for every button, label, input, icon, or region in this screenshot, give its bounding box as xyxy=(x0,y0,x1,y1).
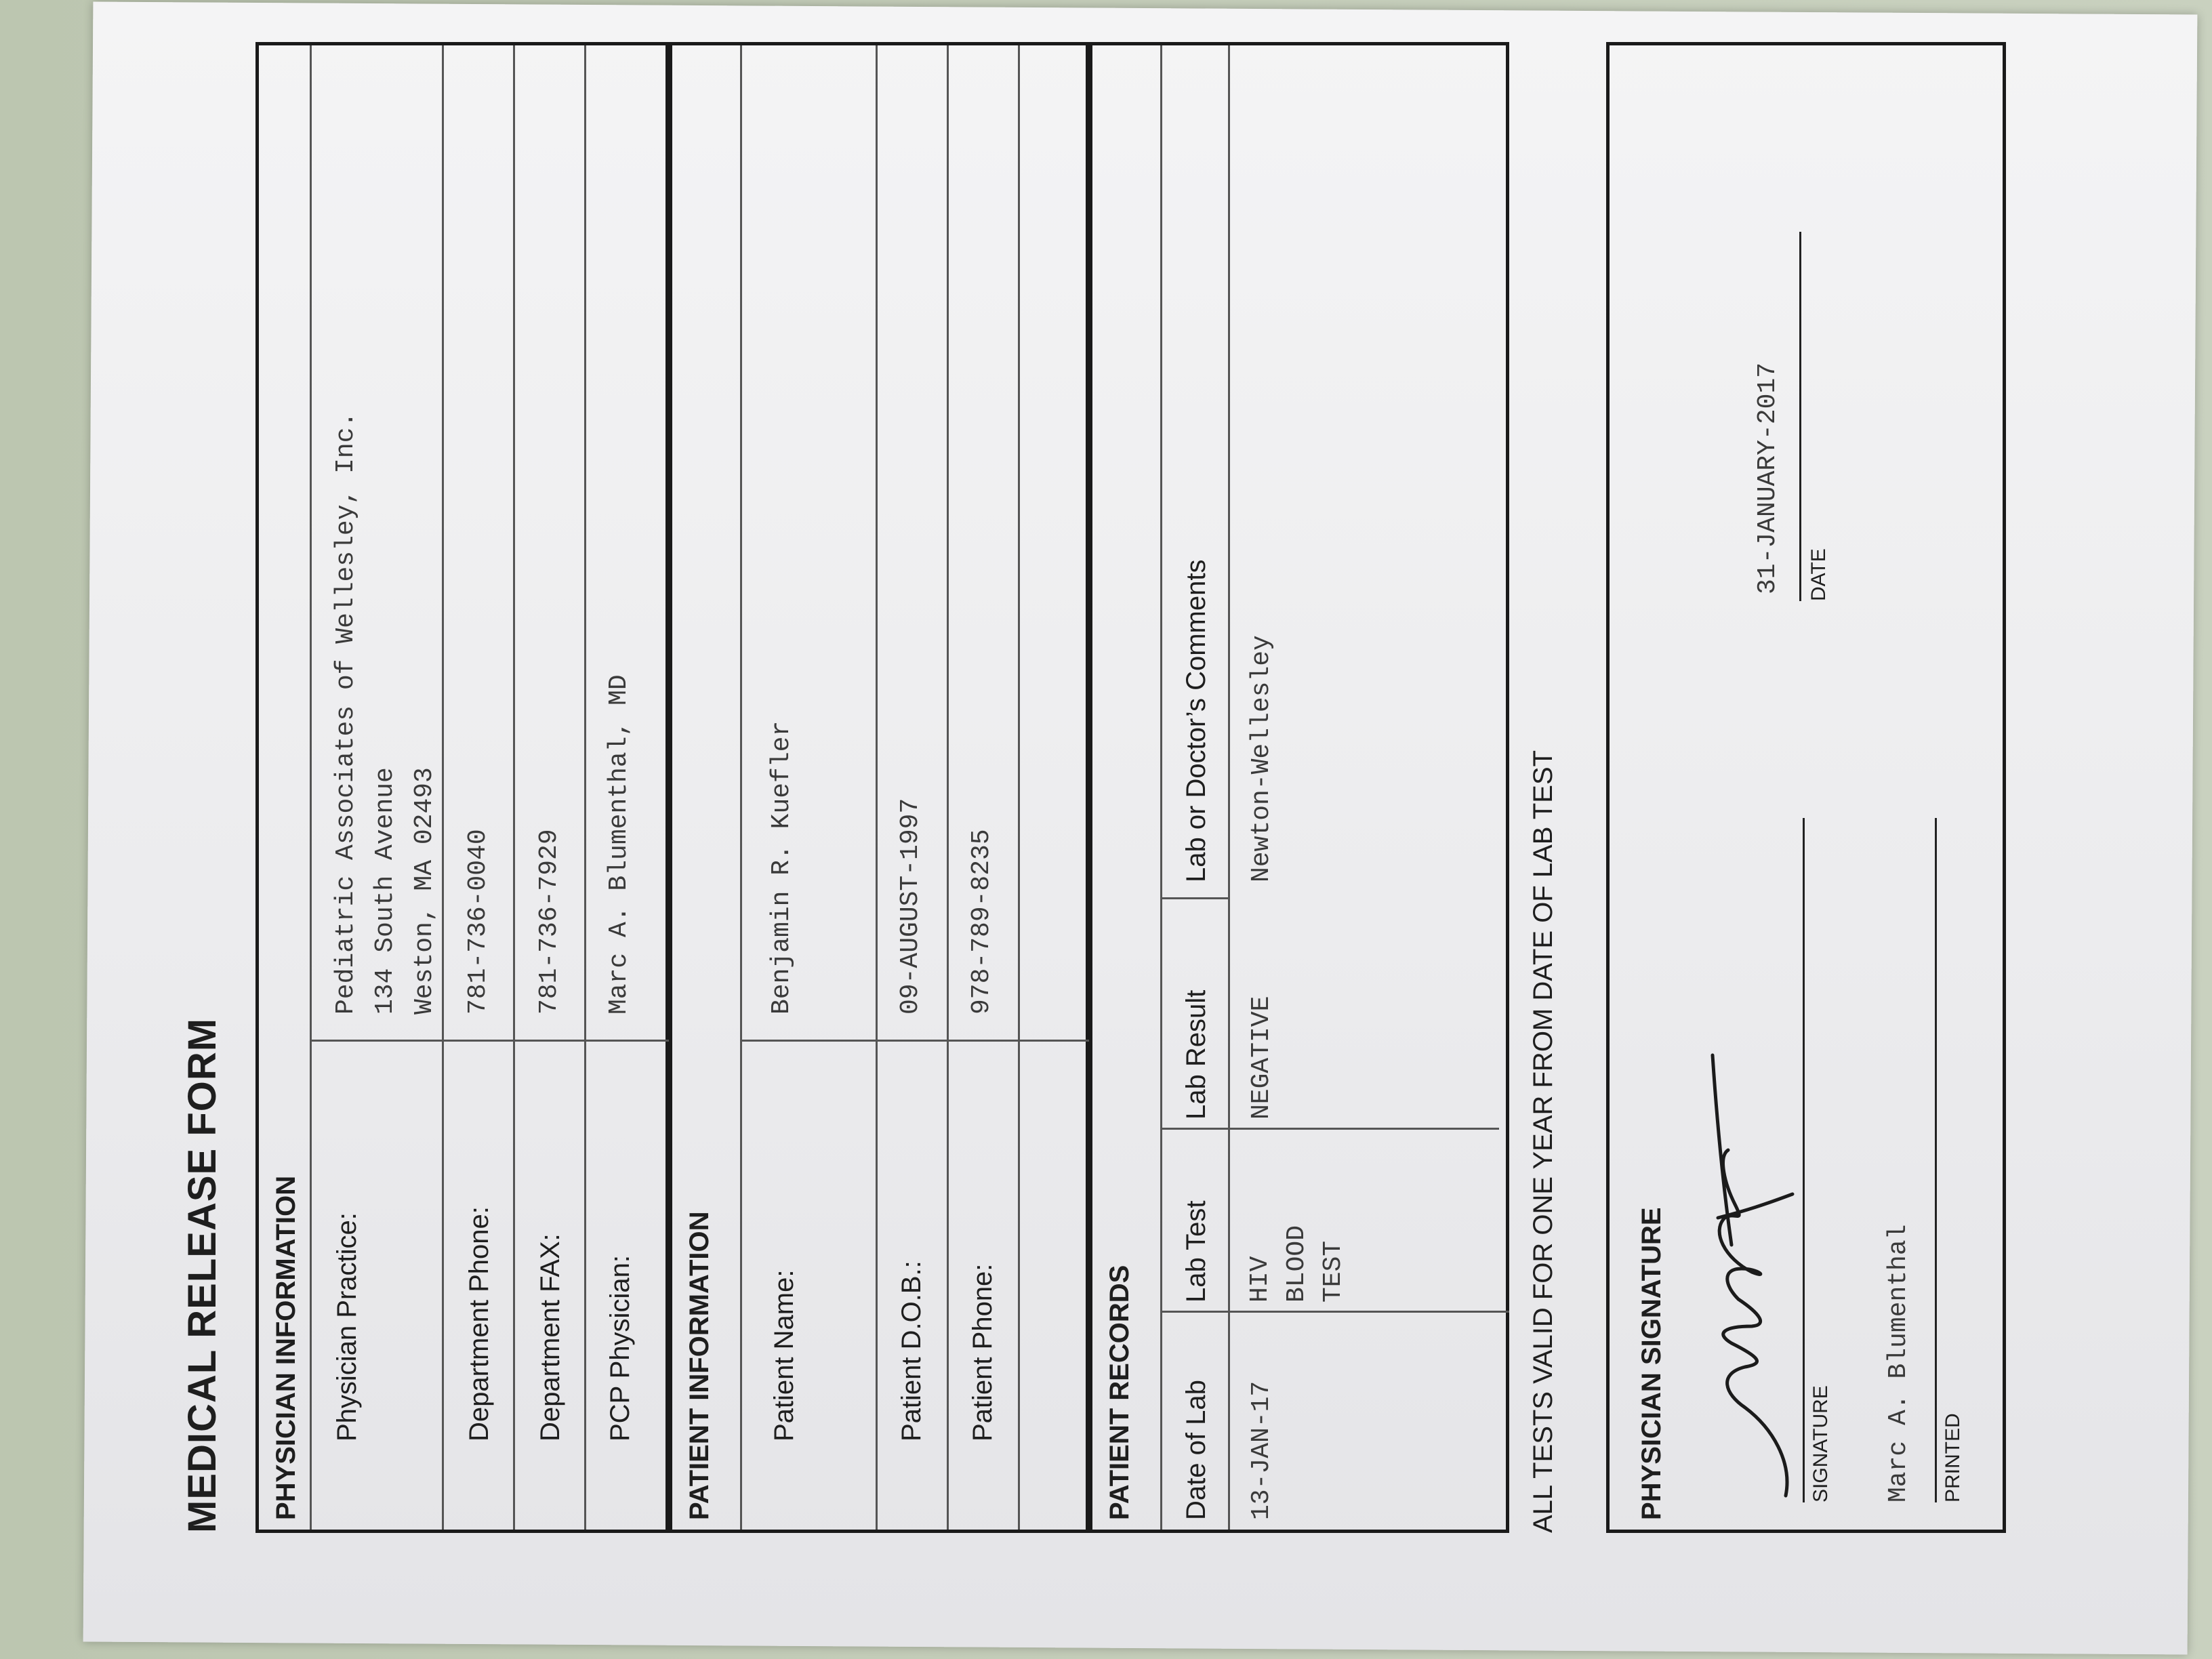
record-lab-result: NEGATIVE xyxy=(1247,996,1276,1120)
patient-dob-value: 09-AUGUST-1997 xyxy=(896,798,925,1015)
patient-info-section xyxy=(669,42,1089,1533)
department-phone-value: 781-736-0040 xyxy=(464,829,493,1015)
patient-name-row xyxy=(740,45,876,1530)
printed-line xyxy=(1935,818,1937,1502)
signature-label: SIGNATURE xyxy=(1809,1385,1832,1502)
physician-signature-section xyxy=(1606,42,2006,1533)
pcp-physician-value: Marc A. Blumenthal, MD xyxy=(605,674,634,1015)
pcp-physician-row xyxy=(584,45,669,1530)
patient-records-heading: PATIENT RECORDS xyxy=(1105,1265,1134,1520)
record-lab-test: HIV BLOOD TEST xyxy=(1246,1225,1348,1303)
patient-phone-label: Patient Phone: xyxy=(968,1263,998,1441)
patient-info-heading: PATIENT INFORMATION xyxy=(684,1211,714,1520)
patient-blank-row xyxy=(1018,45,1089,1530)
department-fax-value: 781-736-7929 xyxy=(535,829,564,1015)
date-line xyxy=(1799,232,1801,601)
patient-name-value: Benjamin R. Kuefler xyxy=(767,720,796,1015)
records-col-divider-3 xyxy=(1160,897,1228,899)
patient-name-label: Patient Name: xyxy=(769,1269,799,1441)
printed-name-value: Marc A. Blumenthal xyxy=(1884,1224,1913,1502)
table-row xyxy=(1228,45,1509,1530)
physician-info-heading: PHYSICIAN INFORMATION xyxy=(271,1175,301,1520)
records-header-row xyxy=(1160,45,1228,1530)
col-lab-result: Lab Result xyxy=(1181,989,1211,1120)
department-fax-row xyxy=(513,45,584,1530)
department-phone-label: Department Phone: xyxy=(464,1206,494,1441)
signature-line xyxy=(1803,818,1805,1502)
patient-phone-row xyxy=(947,45,1018,1530)
col-lab-test: Lab Test xyxy=(1181,1200,1211,1303)
record-date: 13-JAN-17 xyxy=(1247,1380,1276,1520)
col-comments: Lab or Doctor’s Comments xyxy=(1181,559,1211,882)
physician-practice-label: Physician Practice: xyxy=(332,1212,362,1441)
date-label: DATE xyxy=(1807,548,1830,601)
signature-date-value: 31-JANUARY-2017 xyxy=(1753,362,1782,594)
printed-label: PRINTED xyxy=(1942,1413,1964,1502)
col-date-of-lab: Date of Lab xyxy=(1181,1380,1211,1520)
physician-signature-heading: PHYSICIAN SIGNATURE xyxy=(1637,1207,1666,1520)
medical-release-form xyxy=(180,35,2182,1533)
physician-info-section xyxy=(255,42,669,1533)
record-comments: Newton-Wellesley xyxy=(1247,635,1276,882)
validity-note: ALL TESTS VALID FOR ONE YEAR FROM DATE OF LAB TEST xyxy=(1528,750,1558,1533)
physician-practice-row xyxy=(310,45,442,1530)
patient-dob-row xyxy=(876,45,947,1530)
pcp-physician-label: PCP Physician: xyxy=(605,1255,635,1441)
patient-records-section xyxy=(1089,42,1509,1533)
department-phone-row xyxy=(442,45,513,1530)
department-fax-label: Department FAX: xyxy=(535,1233,565,1441)
patient-dob-label: Patient D.O.B.: xyxy=(897,1261,926,1441)
handwritten-signature xyxy=(1704,1042,1799,1502)
patient-phone-value: 978-789-8235 xyxy=(967,829,996,1015)
physician-practice-value: Pediatric Associates of Wellesley, Inc. 134 South Avenue Weston, MA 02493 xyxy=(331,411,439,1015)
form-title: MEDICAL RELEASE FORM xyxy=(180,1017,224,1533)
